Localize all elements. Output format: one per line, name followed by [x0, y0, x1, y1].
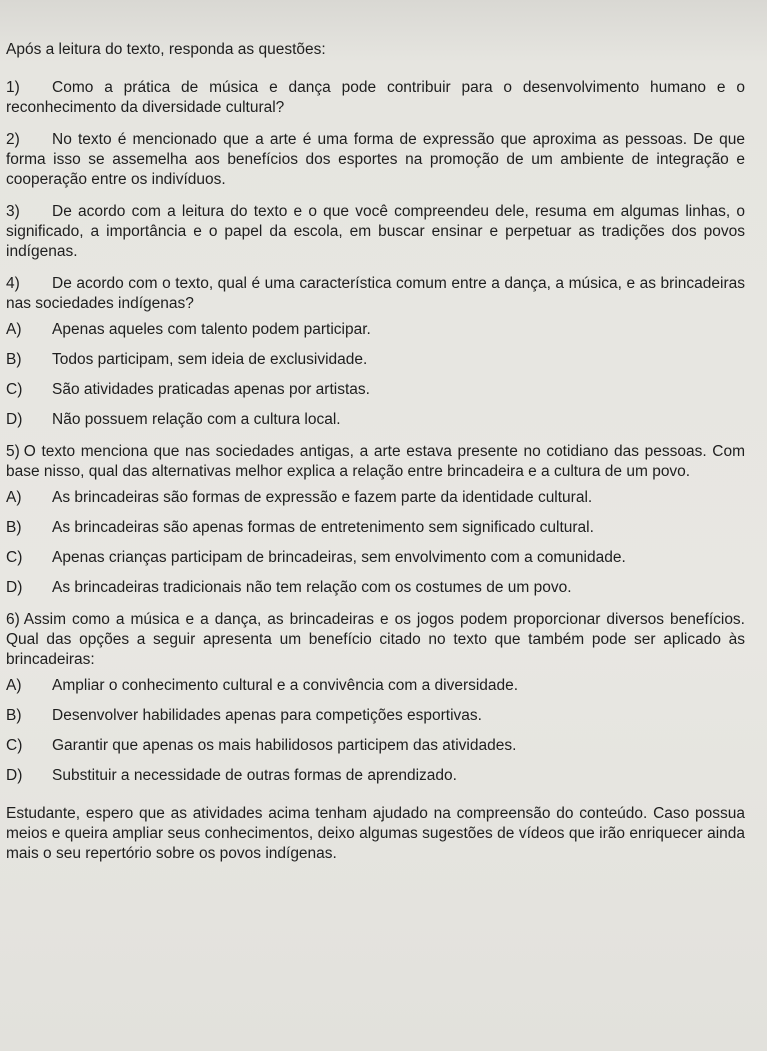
options-list [6, 488, 745, 598]
option-b[interactable] [6, 350, 745, 370]
question-number: 1) [6, 79, 20, 96]
question-3 [6, 202, 745, 262]
option-text: Todos participam, sem ideia de exclusividade. [52, 351, 368, 368]
option-a[interactable] [6, 488, 745, 508]
option-letter: D) [6, 767, 23, 784]
option-letter: B) [6, 351, 22, 368]
question-text: No texto é mencionado que a arte é uma forma de expressão que aproxima as pessoas. De que forma isso se assemelha aos benefícios dos esportes na promoção de um ambiente de integração e cooperação entre os indivíduos. [6, 131, 745, 188]
option-text: Apenas aqueles com talento podem participar. [52, 321, 371, 338]
option-text: As brincadeiras tradicionais não tem relação com os costumes de um povo. [52, 579, 572, 596]
question-5 [6, 442, 745, 598]
option-a[interactable] [6, 676, 745, 696]
closing-message: Estudante, espero que as atividades acima tenham ajudado na compreensão do conteúdo. Caso possua meios e queira ampliar seus conhecimentos, deixo algumas sugestões de vídeos que irão enriquecer ainda mais o seu repertório sobre os povos indígenas. [6, 805, 745, 862]
option-d[interactable] [6, 410, 745, 430]
option-letter: D) [6, 579, 23, 596]
question-number: 4) [6, 275, 20, 292]
option-d[interactable] [6, 578, 745, 598]
option-letter: C) [6, 549, 23, 566]
option-text: Não possuem relação com a cultura local. [52, 411, 341, 428]
instructions: Após a leitura do texto, responda as questões: [6, 41, 326, 58]
option-letter: B) [6, 707, 22, 724]
option-text: Ampliar o conhecimento cultural e a convivência com a diversidade. [52, 677, 519, 694]
question-6 [6, 610, 745, 786]
option-text: Desenvolver habilidades apenas para competições esportivas. [52, 707, 482, 724]
option-d[interactable] [6, 766, 745, 786]
option-letter: C) [6, 737, 23, 754]
question-text: O texto menciona que nas sociedades antigas, a arte estava presente no cotidiano das pessoas. Com base nisso, qual das alternativas melhor explica a relação entre brincadeira e a cultura de um povo. [6, 443, 745, 480]
option-text: Substituir a necessidade de outras formas de aprendizado. [52, 767, 457, 784]
option-text: Garantir que apenas os mais habilidosos participem das atividades. [52, 737, 517, 754]
question-number: 2) [6, 131, 20, 148]
question-number: 5) [6, 443, 20, 460]
question-text: Assim como a música e a dança, as brincadeiras e os jogos podem proporcionar diversos benefícios. Qual das opções a seguir apresenta um benefício citado no texto que também pode ser aplicado às brincadeiras: [6, 611, 745, 668]
option-text: As brincadeiras são formas de expressão e fazem parte da identidade cultural. [52, 489, 593, 506]
option-letter: A) [6, 321, 22, 338]
option-b[interactable] [6, 518, 745, 538]
option-text: As brincadeiras são apenas formas de entretenimento sem significado cultural. [52, 519, 594, 536]
option-c[interactable] [6, 548, 745, 568]
question-text: De acordo com o texto, qual é uma característica comum entre a dança, a música, e as brincadeiras nas sociedades indígenas? [6, 275, 745, 312]
question-text: Como a prática de música e dança pode contribuir para o desenvolvimento humano e o reconhecimento da diversidade cultural? [6, 79, 745, 116]
options-list [6, 676, 745, 786]
option-letter: A) [6, 489, 22, 506]
question-number: 6) [6, 611, 20, 628]
question-text: De acordo com a leitura do texto e o que você compreendeu dele, resuma em algumas linhas, o significado, a importância e o papel da escola, em buscar ensinar e perpetuar as tradições dos povos indígenas. [6, 203, 745, 260]
options-list [6, 320, 745, 430]
option-letter: D) [6, 411, 23, 428]
question-2 [6, 130, 745, 190]
option-c[interactable] [6, 380, 745, 400]
option-letter: C) [6, 381, 23, 398]
option-a[interactable] [6, 320, 745, 340]
question-number: 3) [6, 203, 20, 220]
option-b[interactable] [6, 706, 745, 726]
option-text: São atividades praticadas apenas por artistas. [52, 381, 370, 398]
question-1 [6, 78, 745, 118]
option-letter: A) [6, 677, 22, 694]
option-letter: B) [6, 519, 22, 536]
question-4 [6, 274, 745, 430]
option-c[interactable] [6, 736, 745, 756]
option-text: Apenas crianças participam de brincadeiras, sem envolvimento com a comunidade. [52, 549, 626, 566]
